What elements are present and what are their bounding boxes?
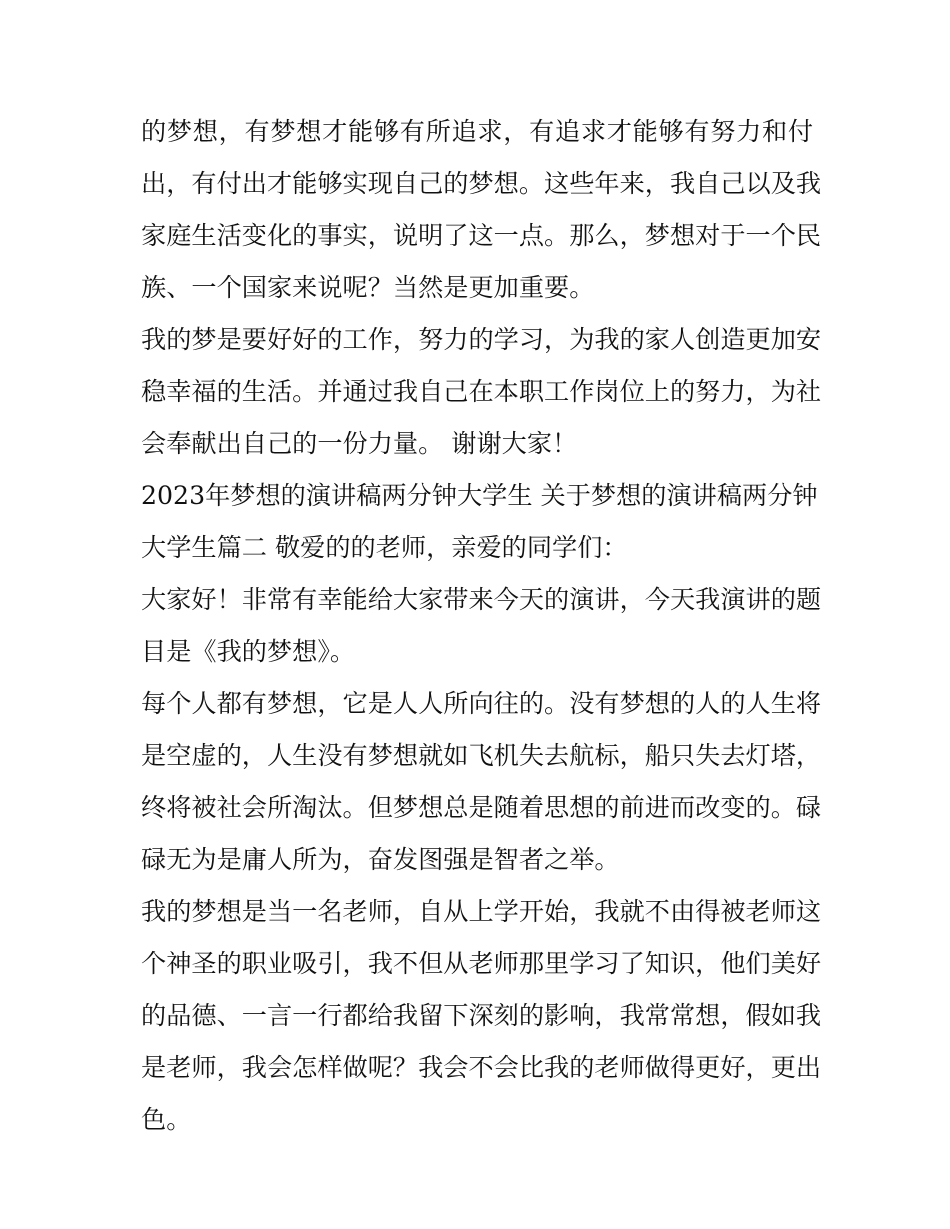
text-line: 出，有付出才能够实现自己的梦想。这些年来，我自己以及我 <box>141 169 822 198</box>
text-line: 我的梦想是当一名老师，自从上学开始，我就不由得被老师这 <box>141 897 822 926</box>
text-line: 个神圣的职业吸引，我不但从老师那里学习了知识，他们美好 <box>141 949 822 978</box>
text-line: 会奉献出自己的一份力量。 谢谢大家！ <box>141 429 578 458</box>
text-line: 2023年梦想的演讲稿两分钟大学生 关于梦想的演讲稿两分钟 <box>141 481 818 510</box>
text-line: 是老师，我会怎样做呢？我会不会比我的老师做得更好，更出 <box>141 1053 822 1082</box>
text-line: 我的梦是要好好的工作，努力的学习，为我的家人创造更加安 <box>141 325 822 354</box>
text-line: 是空虚的，人生没有梦想就如飞机失去航标，船只失去灯塔， <box>141 741 822 770</box>
text-line: 目是《我的梦想》。 <box>141 637 356 666</box>
text-line: 族、一个国家来说呢？当然是更加重要。 <box>141 273 595 302</box>
text-line: 色。 <box>141 1105 192 1134</box>
text-line: 每个人都有梦想，它是人人所向往的。没有梦想的人的人生将 <box>141 689 822 718</box>
text-line: 碌无为是庸人所为，奋发图强是智者之举。 <box>141 845 620 874</box>
text-line: 大家好！非常有幸能给大家带来今天的演讲，今天我演讲的题 <box>141 585 822 614</box>
document-body <box>141 106 822 1146</box>
text-line: 家庭生活变化的事实，说明了这一点。那么，梦想对于一个民 <box>141 221 822 250</box>
text-line: 的品德、一言一行都给我留下深刻的影响，我常常想，假如我 <box>141 1001 822 1030</box>
text-line: 稳幸福的生活。并通过我自己在本职工作岗位上的努力，为社 <box>141 377 822 406</box>
text-line: 的梦想，有梦想才能够有所追求，有追求才能够有努力和付 <box>141 117 813 146</box>
text-line: 大学生篇二 敬爱的的老师，亲爱的同学们： <box>141 533 628 562</box>
text-line: 终将被社会所淘汰。但梦想总是随着思想的前进而改变的。碌 <box>141 793 822 822</box>
